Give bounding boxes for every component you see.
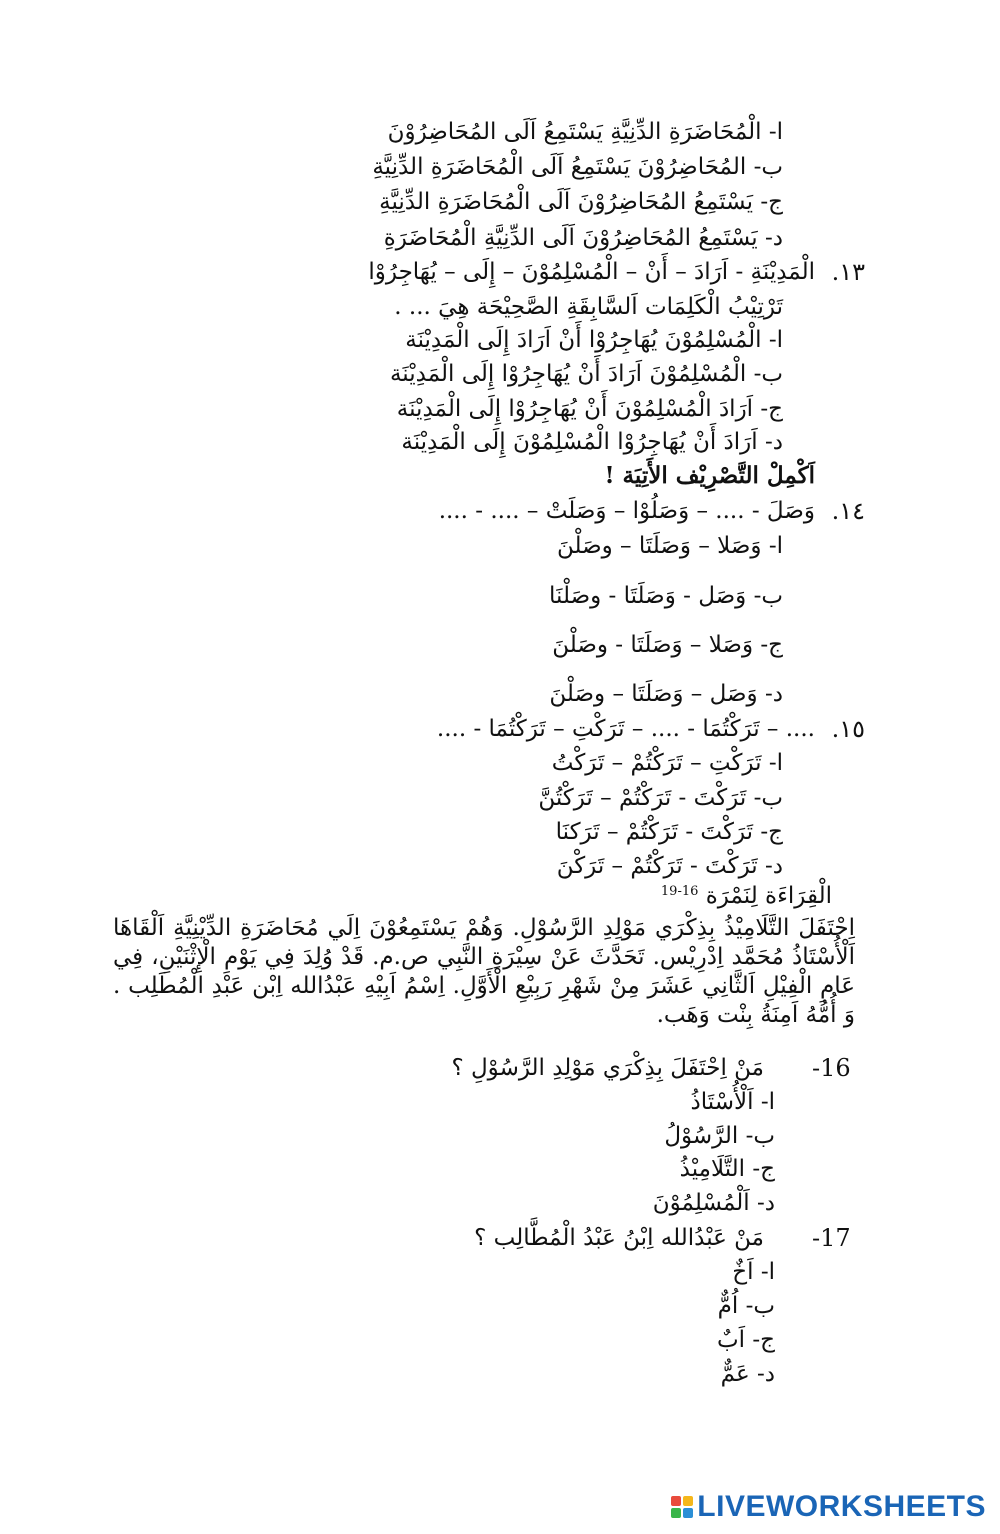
liveworksheets-logo-icon <box>671 1496 693 1518</box>
q15-option-a[interactable]: ا- تَرَكْتِ – تَرَكْتُمْ – تَرَكْتُ <box>551 750 783 776</box>
reading-range: 16-19 <box>660 884 699 899</box>
q16-option-d[interactable]: د- اَلْمُسْلِمُوْنَ <box>652 1190 775 1216</box>
q12-option-a[interactable]: ا- الْمُحَاضَرَةِ الدِّنِيَّةِ يَسْتَمِعُ اَلَى المُحَاضِرُوْنَ <box>387 119 783 145</box>
reading-heading <box>661 881 832 915</box>
brand-name: LIVEWORKSHEETS <box>697 1490 986 1523</box>
q13-number: ١٣. <box>831 258 865 286</box>
q17-option-c[interactable]: ج- اَبٌ <box>717 1327 775 1353</box>
q13-option-b[interactable]: ب- الْمُسْلِمُوْنَ اَرَادَ أَنْ يُهَاجِرُوْا إِلَى الْمَدِيْنَة <box>389 361 783 387</box>
q17-number: -17 <box>812 1224 851 1252</box>
liveworksheets-brand[interactable] <box>671 1490 986 1524</box>
q15-option-b[interactable]: ب- تَرَكْتَ - تَرَكْتُمْ – تَرَكْتُنَّ <box>538 785 783 811</box>
q12-option-d[interactable]: د- يَسْتَمِعُ المُحَاضِرُوْنَ اَلَى الدِّنِيَّةِ الْمُحَاضَرَةِ <box>383 225 783 251</box>
q16-option-b[interactable]: ب- الرَّسُوْلُ <box>664 1123 775 1149</box>
q15-number: ١٥. <box>831 715 865 743</box>
q16-option-a[interactable]: ا- اَلْأُسْتَاذُ <box>690 1089 775 1115</box>
q14-option-c[interactable]: ج- وَصَلا – وَصَلَتَا - وصَلْنَ <box>552 632 783 658</box>
q13-words: الْمَدِيْنَةِ - اَرَادَ – أَنْ – الْمُسْلِمُوْنَ – إِلَى – يُهَاجِرُوْا <box>368 259 815 285</box>
q16-number: -16 <box>812 1054 851 1082</box>
q14-option-b[interactable]: ب- وَصَل - وَصَلَتَا - وصَلْنَا <box>549 583 783 609</box>
q17-option-a[interactable]: ا- اَخٌ <box>732 1259 775 1285</box>
reading-heading-text: الْقِرَاءَة لِنَمْرَة <box>705 883 832 909</box>
q17-option-b[interactable]: ب- اُمٌّ <box>717 1293 775 1319</box>
logo-square-2 <box>683 1496 693 1506</box>
logo-square-1 <box>671 1496 681 1506</box>
q15-option-d[interactable]: د- تَرَكْتَ - تَرَكْتُمْ – تَرَكْنَ <box>556 853 783 879</box>
q16-question: مَنْ اِحْتَفَلَ بِذِكْرَي مَوْلِدِ الرَّسُوْلِ ؟ <box>451 1055 764 1081</box>
q15-stem: .... – تَرَكْتُمَا - .... – تَرَكْتِ – تَرَكْتُمَا - .... <box>436 716 815 742</box>
q12-option-c[interactable]: ج- يَسْتَمِعُ المُحَاضِرُوْنَ اَلَى الْمُحَاضَرَةِ الدِّنِيَّةِ <box>379 189 783 215</box>
q13-option-c[interactable]: ج- اَرَادَ الْمُسْلِمُوْنَ أَنْ يُهَاجِرُوْا إِلَى الْمَدِيْنَة <box>396 396 783 422</box>
q14-option-a[interactable]: ا- وَصَلا – وَصَلَتَا – وصَلْنَ <box>556 533 783 559</box>
q17-option-d[interactable]: د- عَمٌّ <box>720 1361 775 1387</box>
q13-option-a[interactable]: ا- الْمُسْلِمُوْنَ يُهَاجِرُوْا أَنْ اَرَادَ إِلَى الْمَدِيْنَة <box>405 327 783 353</box>
section-instruction: اَكْمِلْ التَّصْرِيْف الأَتِيَة ! <box>604 462 815 489</box>
logo-square-3 <box>671 1508 681 1518</box>
reading-paragraph: اِحْتَفَلَ التَّلَامِيْذُ بِذِكْرَي مَوْلِدِ الرَّسُوْلِ. وَهُمْ يَسْتَمِعُوْنَ اِلَي مُحَاضَرَةِ الدِّيْنِيَّةِ اَلْقَاهَا اَلْأُسْتَاذُ مُحَمَّد اِدْرِيْس. تَحَدَّثَ عَنْ سِيْرَةِ النَّبِي ص.م. قَدْ وُلِدَ فِي يَوْمِ الْإِثْنَيْنِ، فِي عَامِ الْفِيْلِ اَلثَّانِي عَشَرَ مِنْ شَهْرِ رَبِيْعِ الْأَوَّلِ. اِسْمُ اَبِيْهِ عَبْدُالله اِبْن عَبْدِ الْمُطَلِب . وَ أُمُّهُ اَمِنَةُ بِنْت وَهَب. <box>113 915 855 1028</box>
q14-number: ١٤. <box>831 497 865 525</box>
q14-option-d[interactable]: د- وَصَل – وَصَلَتَا – وصَلْنَ <box>549 681 783 707</box>
q13-option-d[interactable]: د- اَرَادَ أَنْ يُهَاجِرُوْا الْمُسْلِمُوْنَ إِلَى الْمَدِيْنَة <box>401 429 783 455</box>
logo-square-4 <box>683 1508 693 1518</box>
q17-question: مَنْ عَبْدُالله اِبْنُ عَبْدُ الْمُطَّالِب ؟ <box>474 1225 764 1251</box>
q15-option-c[interactable]: ج- تَرَكْتَ - تَرَكْتُمْ – تَرَكنَا <box>555 819 783 845</box>
q13-prompt: تَرْتِيْبُ الْكَلِمَات اَلسَّابِقَةِ الصَّحِيْحَة هِيَ ... . <box>394 294 783 320</box>
q12-option-b[interactable]: ب- المُحَاضِرُوْنَ يَسْتَمِعُ اَلَى الْمُحَاضَرَةِ الدِّنِيَّةِ <box>372 154 783 180</box>
q16-option-c[interactable]: ج- التَّلَامِيْذُ <box>679 1156 775 1182</box>
q14-stem: وَصَلَ - .... – وَصَلُوْا – وَصَلَتْ – .... - .... <box>438 498 815 524</box>
